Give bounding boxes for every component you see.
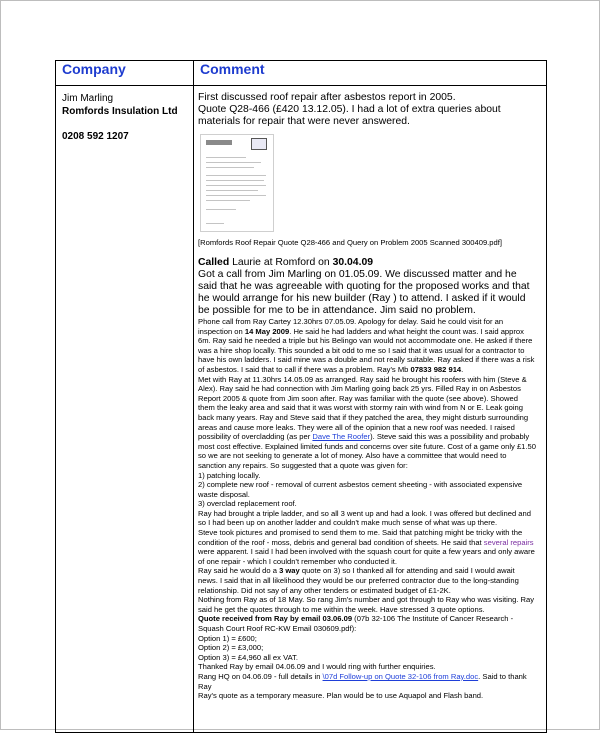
quote-document-thumbnail[interactable] (200, 134, 274, 232)
option-price-item: Option 2) = £3,000; (198, 643, 264, 653)
intro-line-2: Quote Q28-466 (£420 13.12.05). I had a lot of extra queries about materials for repair that were never answered. (198, 104, 501, 127)
log-entry-pictures: Steve took pictures and promised to send them to me. Said that patching might be tricky with the condition of the roof - moss, debris and general bad condition of sheets. He said that several repairs were apparent. I said I had been involved with the squash court for quite a few years and only aware of one repair - which I couldn't remember who conducted it. (198, 528, 535, 566)
intro-line-1: First discussed roof repair after asbestos report in 2005. (198, 92, 456, 103)
document-stamp-icon (251, 138, 267, 150)
several-repairs-link[interactable]: several repairs (483, 537, 534, 547)
document-logo-icon (206, 140, 232, 145)
header-row (56, 61, 547, 86)
phone-number: 0208 592 1207 (62, 131, 129, 142)
table-row (56, 86, 547, 733)
company-cell (56, 86, 194, 733)
called-body: Got a call from Jim Marling on 01.05.09. We discussed matter and he said that he was agreeable with quoting for the proposed works and that he would arrange for his new builder (Ray ) to attend. I asked if it would be possible for me to be in attendance. Jim said no problem. (198, 269, 530, 316)
comments-table (55, 60, 547, 733)
quote-option-item: 3) overclad replacement roof. (198, 499, 297, 509)
log-entry-follow-up: Nothing from Ray as of 18 May. So rang Jim's number and got through to Ray who was visiting. Ray said he get the quotes through to me within the week. Have stressed 3 quote options. (198, 595, 535, 614)
log-entry-phone-call: Phone call from Ray Cartey 12.30hrs 07.05.09. Apology for delay. Said he could visit for an inspection on 14 May 2009. He said he had ladders and what height the count was. I said approx 6m. Ray said he needed a triple but his Belingo van would not accommodate one. He asked if there was a hire shop locally. This sounded a bit odd to me so I said that it was usual for a contractor to have his own ladders. I said mine was a double and not really suitable. Ray asked if there was a risk of asbestos. I said that to call if there was a problem. Ray's Mb 07833 982 914. (198, 317, 535, 374)
log-entry-thanks: Thanked Ray by email 04.06.09 and I would ring with further enquiries. (198, 662, 436, 672)
quote-option-item: 2) complete new roof - removal of current asbestos cement sheeting - with associated expensive waste disposal. (198, 480, 523, 499)
attachment-caption: [Romfords Roof Repair Quote Q28-466 and Query on Problem 2005 Scanned 300409.pdf] (198, 238, 502, 247)
log-entry-meeting: Met with Ray at 11.30hrs 14.05.09 as arranged. Ray said he brought his roofers with him (Steve & Alex). Ray said he had connection with Jim Marling going back 25 yrs. Filled Ray in on Asbestos Report 2005 & quote from Jim soon after. Ray was familiar with the quote (see above). Showed them the leaky area and said that it was worst with stormy rain with wind from N or E. Leak going back many years. Ray and Steve said that if they patched the area, they might disturb surrounding areas and cause more leaks. They were all of the opinion that a new roof was needed. I raised possibility of overcladding (as per Dave The Roofer). Steve said this was a possibility and probably most cost effective. Explained limited funds and concerns over site future. Cost of a game only £1.50 so we are not seeking to generate a lot of money. Also have a committee that would need to sanction any repairs. So suggested that a quote was given for: (198, 374, 536, 470)
dave-the-roofer-link[interactable]: Dave The Roofer (312, 432, 371, 442)
option-price-item: Option 3) = £4,960 all ex VAT. (198, 652, 298, 662)
comment-header: Comment (194, 61, 547, 86)
company-header: Company (56, 61, 194, 86)
called-heading: Called Laurie at Romford on 30.04.09 (198, 257, 374, 268)
log-entry-plan: Ray's quote as a temporary measure. Plan would be to use Aquapol and Flash band. (198, 691, 484, 701)
log-entry-quote-request: Ray said he would do a 3 way quote on 3) so I thanked all for attending and said I would await news. I said that in all likelihood they would be our preferred contractor due to the long-standing relationship. Did not say of any other tenders or estimated budget of £1-2K. (198, 566, 519, 595)
log-entry-hq: Rang HQ on 04.06.09 - full details in \07d Follow-up on Quote 32-106 from Ray.doc. Said to thank Ray (198, 671, 527, 691)
quote-option-item: 1) patching locally. (198, 470, 261, 480)
comment-cell (194, 86, 547, 733)
contact-name: Jim Marling (62, 93, 114, 104)
option-price-item: Option 1) = £600; (198, 633, 257, 643)
log-entry-ladder: Ray had brought a triple ladder, and so all 3 went up and had a look. I was offered but declined and so I had been up on another ladder and couldn't make much sense of what was up there. (198, 508, 531, 528)
log-entry-quote-received: Quote received from Ray by email 03.06.09 (07b 32-106 The Institute of Cancer Research - Squash Court Roof RC-KW Email 030609.pdf): (198, 614, 514, 633)
follow-up-doc-link[interactable]: \07d Follow-up on Quote 32-106 from Ray.doc (322, 671, 479, 681)
company-name: Romfords Insulation Ltd (62, 106, 178, 117)
